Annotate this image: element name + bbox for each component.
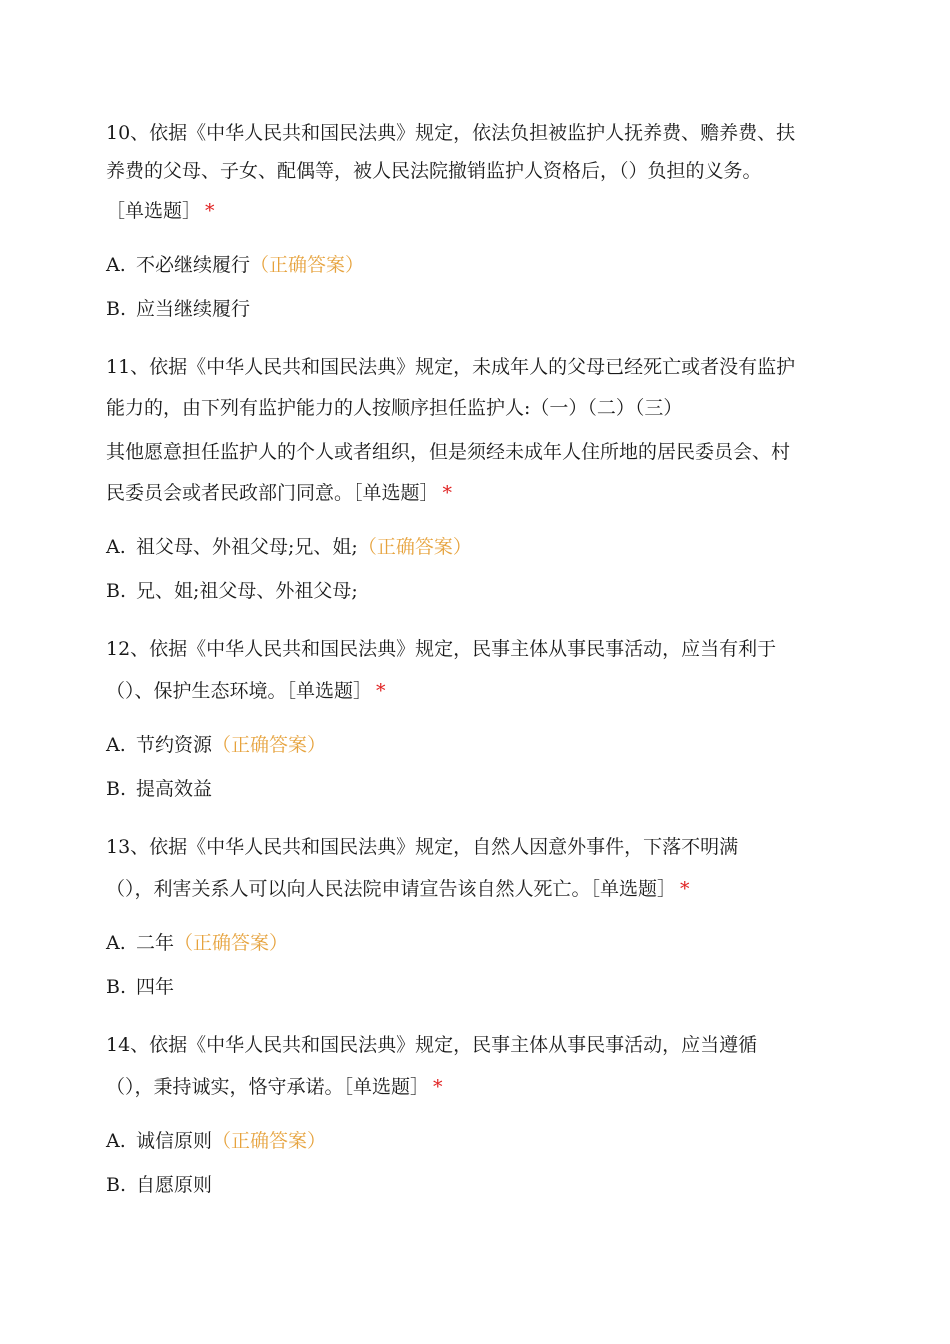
option-letter: B.: [106, 778, 127, 800]
option-text: 提高效益: [136, 778, 213, 800]
question-text-tail: （），利害关系人可以向人民法院申请宣告该自然人死亡。［单选题］: [106, 878, 677, 900]
required-mark: *: [680, 878, 690, 900]
required-mark: *: [442, 482, 453, 504]
required-mark: *: [376, 680, 386, 702]
option-text: 兄、姐;祖父母、外祖父母;: [136, 580, 358, 602]
question-13-line-1: 13、依据《中华人民共和国民法典》规定，自然人因意外事件，下落不明满: [106, 836, 739, 858]
question-12-option-a: [106, 733, 326, 757]
option-letter: A.: [106, 254, 126, 276]
option-text: 诚信原则: [136, 1130, 213, 1152]
option-text: 应当继续履行: [136, 298, 251, 320]
question-11-option-a: [106, 535, 472, 559]
question-13-option-a: [106, 931, 288, 955]
question-11-line-2: 能力的，由下列有监护能力的人按顺序担任监护人:（一）（二）（三）: [106, 397, 683, 419]
question-13-option-b: [106, 975, 174, 999]
option-letter: B.: [106, 580, 127, 602]
correct-answer-tag: （正确答案）: [357, 536, 472, 558]
question-10-line-3: [106, 199, 215, 223]
question-text-tail: 民委员会或者民政部门同意。［单选题］: [106, 482, 439, 504]
option-text: 二年: [136, 932, 175, 954]
question-13-line-2: [106, 877, 690, 901]
question-10-line-1: 10、依据《中华人民共和国民法典》规定，依法负担被监护人抚养费、赡养费、扶: [106, 122, 796, 144]
question-14-option-b: [106, 1173, 212, 1197]
correct-answer-tag: （正确答案）: [212, 734, 327, 756]
option-text: 祖父母、外祖父母;兄、姐;: [136, 536, 358, 558]
required-mark: *: [433, 1076, 443, 1098]
option-letter: B.: [106, 1174, 127, 1196]
option-text: 自愿原则: [136, 1174, 213, 1196]
question-10-option-a: [106, 253, 364, 277]
required-mark: *: [205, 200, 215, 222]
option-letter: B.: [106, 976, 127, 998]
question-11-line-4: [106, 481, 452, 505]
option-text: 节约资源: [136, 734, 213, 756]
option-letter: A.: [106, 932, 126, 954]
question-11-option-b: [106, 579, 358, 603]
question-10-option-b: [106, 297, 250, 321]
question-12-line-1: 12、依据《中华人民共和国民法典》规定，民事主体从事民事活动，应当有利于: [106, 638, 777, 660]
option-letter: A.: [106, 734, 126, 756]
question-10-line-2: 养费的父母、子女、配偶等，被人民法院撤销监护人资格后，（）负担的义务。: [106, 160, 762, 182]
question-text-tail: （）、保护生态环境。［单选题］: [106, 680, 373, 702]
correct-answer-tag: （正确答案）: [212, 1130, 327, 1152]
question-14-option-a: [106, 1129, 326, 1153]
question-12-line-2: [106, 679, 386, 703]
question-11-line-1: 11、依据《中华人民共和国民法典》规定，未成年人的父母已经死亡或者没有监护: [106, 356, 796, 378]
option-text: 不必继续履行: [136, 254, 251, 276]
question-14-line-1: 14、依据《中华人民共和国民法典》规定，民事主体从事民事活动，应当遵循: [106, 1034, 758, 1056]
option-letter: A.: [106, 1130, 126, 1152]
option-text: 四年: [136, 976, 175, 998]
question-type: ［单选题］: [106, 200, 202, 222]
option-letter: B.: [106, 298, 127, 320]
question-text-tail: （），秉持诚实，恪守承诺。［单选题］: [106, 1076, 430, 1098]
question-12-option-b: [106, 777, 212, 801]
question-14-line-2: [106, 1075, 443, 1099]
question-11-line-3: 其他愿意担任监护人的个人或者组织，但是须经未成年人住所地的居民委员会、村: [106, 441, 791, 463]
option-letter: A.: [106, 536, 126, 558]
correct-answer-tag: （正确答案）: [250, 254, 365, 276]
correct-answer-tag: （正确答案）: [174, 932, 289, 954]
